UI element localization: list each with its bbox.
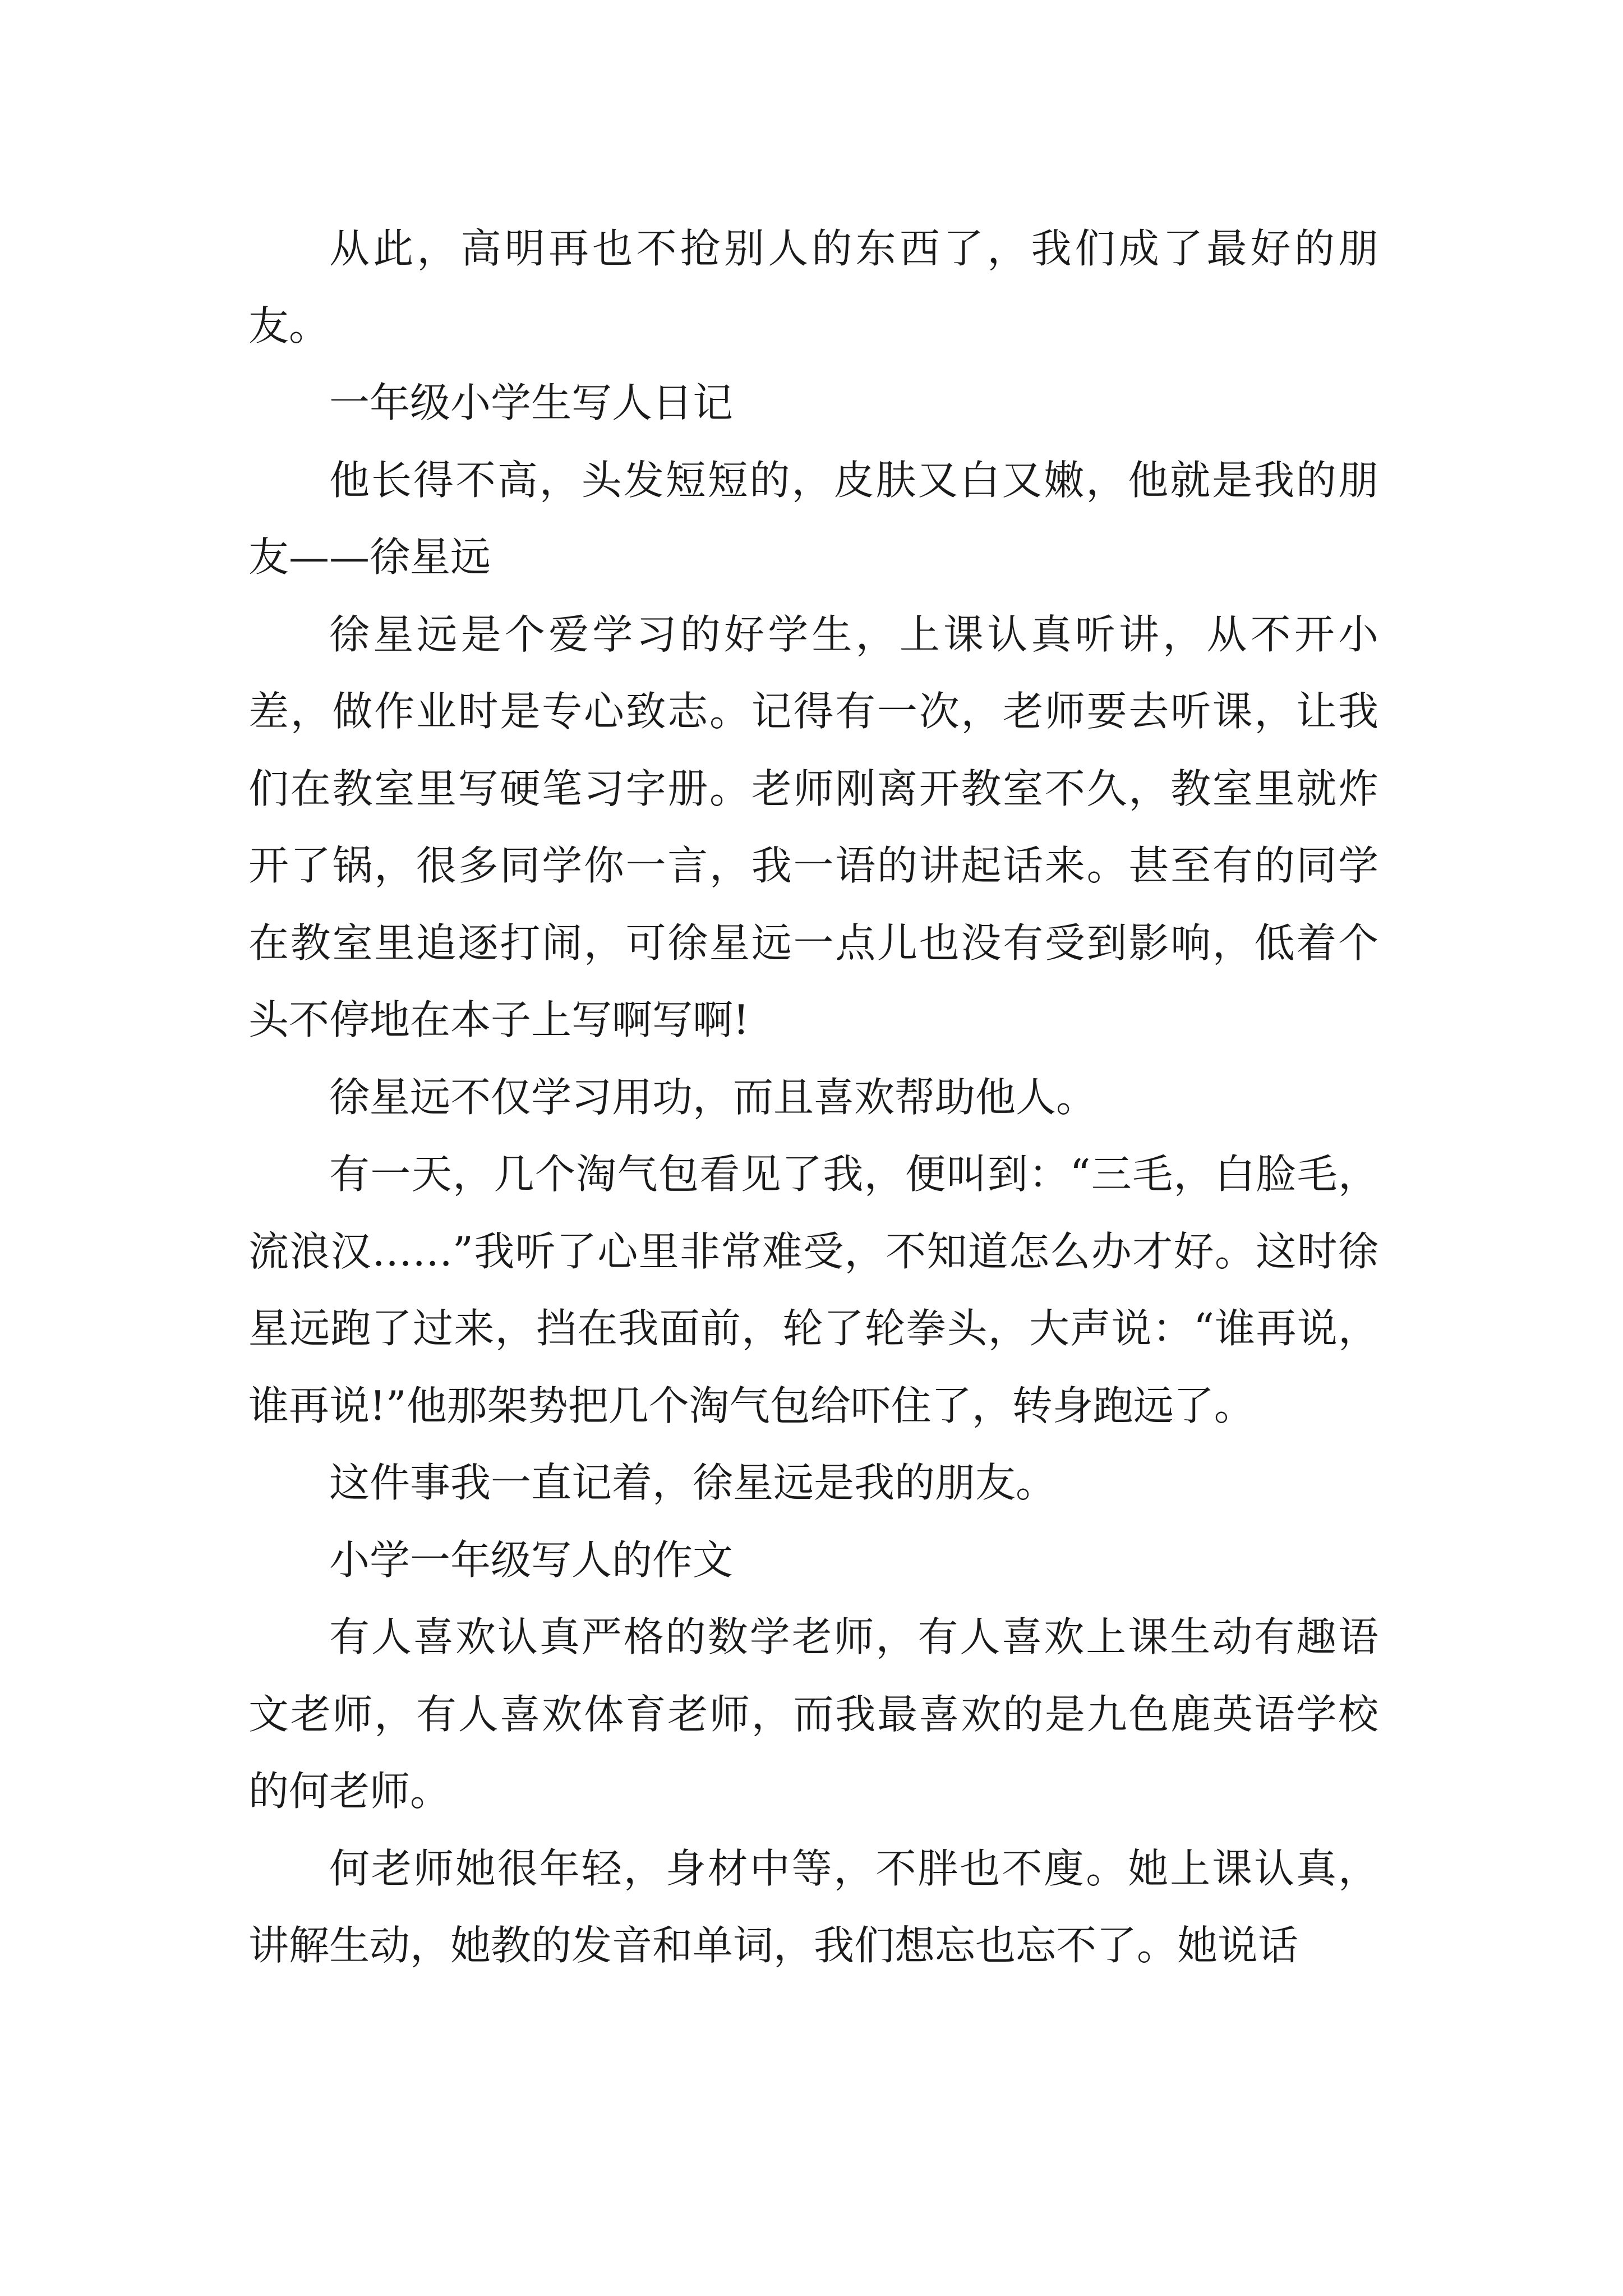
paragraph-5: 有一天，几个淘气包看见了我，便叫到：“三毛，白脸毛，流浪汉……”我听了心里非常难受，不知道怎么办才好。这时徐星远跑了过来，挡在我面前，轮了轮拳头，大声说：“谁再说，谁再说!”他那架势把几个淘气包给吓住了，转身跑远了。 (248, 1151, 1378, 1429)
paragraph-8: 何老师她很年轻，身材中等，不胖也不廋。她上课认真，讲解生动，她教的发音和单词，我们想忘也忘不了。她说话 (248, 1844, 1378, 1969)
paragraph-1: 从此，高明再也不抢别人的东西了，我们成了最好的朋友。 (248, 225, 1378, 349)
document-body (248, 210, 1378, 1985)
paragraph-3: 徐星远是个爱学习的好学生，上课认真听讲，从不开小差，做作业时是专心致志。记得有一次，老师要去听课，让我们在教室里写硬笔习字册。老师刚离开教室不久，教室里就炸开了锅，很多同学你一言，我一语的讲起话来。甚至有的同学在教室里追逐打闹，可徐星远一点儿也没有受到影响，低着个头不停地在本子上写啊写啊! (248, 610, 1378, 1043)
section-heading-2: 小学一年级写人的作文 (329, 1536, 734, 1584)
paragraph-4: 徐星远不仅学习用功，而且喜欢帮助他人。 (329, 1073, 1097, 1121)
section-heading-1: 一年级小学生写人日记 (329, 379, 734, 426)
paragraph-7: 有人喜欢认真严格的数学老师，有人喜欢上课生动有趣语文老师，有人喜欢体育老师，而我最喜欢的是九色鹿英语学校的何老师。 (248, 1613, 1378, 1815)
paragraph-2: 他长得不高，头发短短的，皮肤又白又嫩，他就是我的朋友——徐星远 (248, 456, 1378, 581)
paragraph-6: 这件事我一直记着，徐星远是我的朋友。 (329, 1459, 1057, 1506)
